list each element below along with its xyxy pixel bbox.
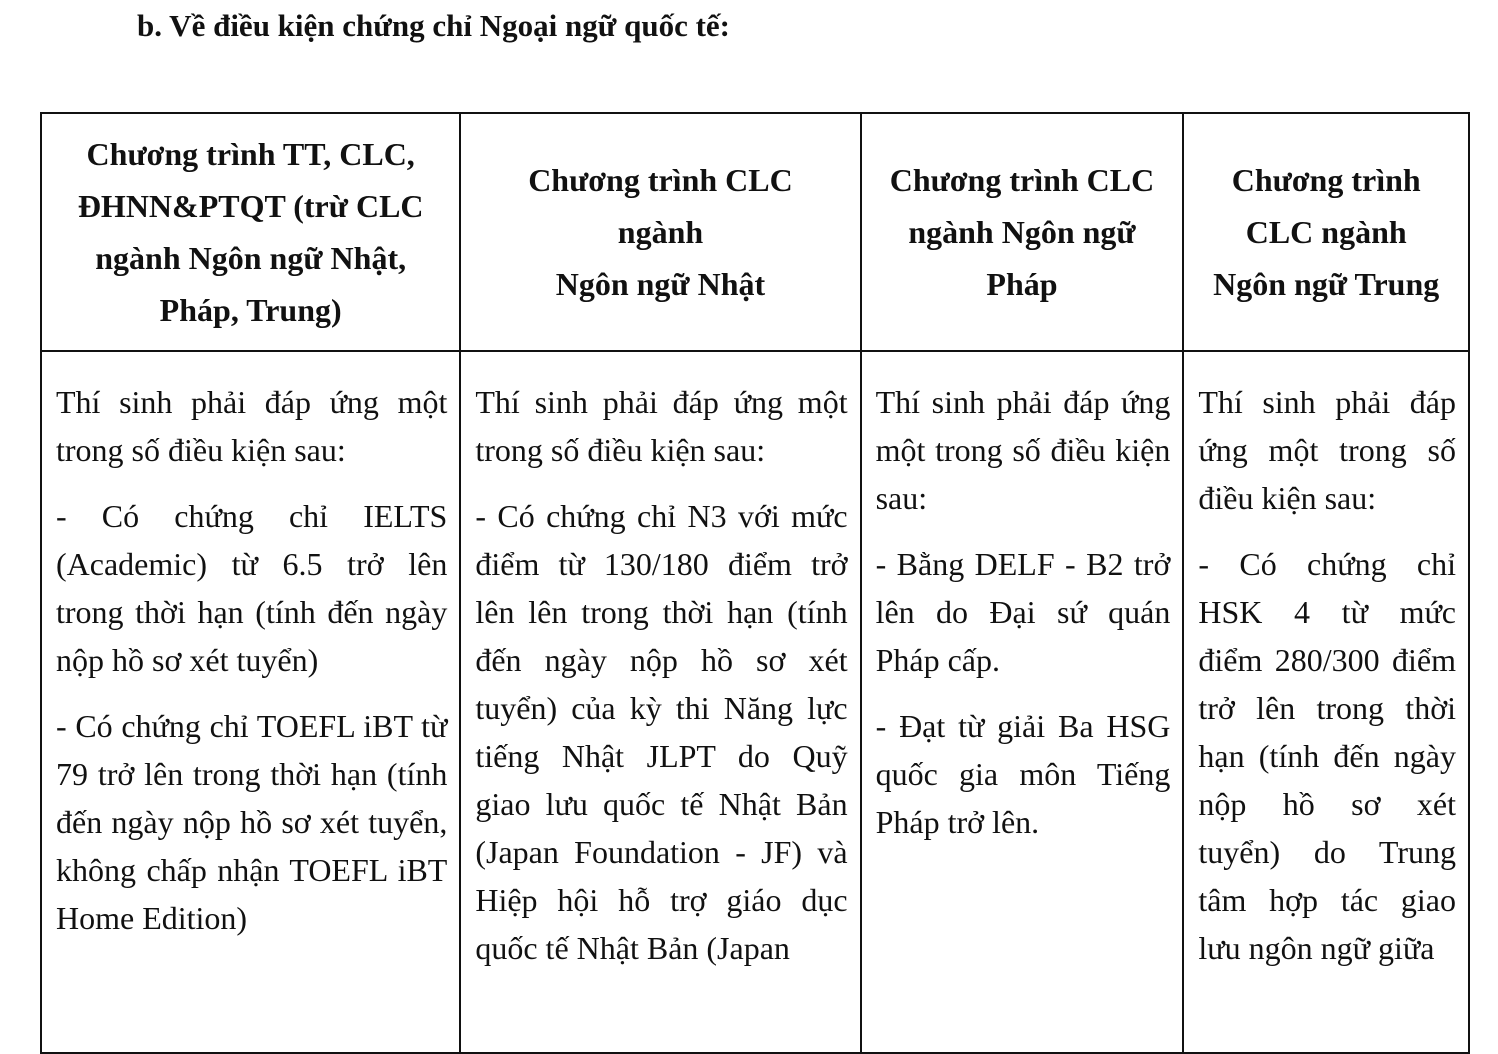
certificate-requirements-table [40,112,1470,1054]
requirement-paragraph: - Có chứng chỉ HSK 4 từ mức điểm 280/300 điểm trở lên trong thời hạn (tính đến ngày nộp hồ sơ xét tuyển) do Trung tâm hợp tác giao lưu ngôn ngữ giữa [1198,546,1456,966]
requirement-paragraph: - Bằng DELF - B2 trở lên do Đại sứ quán Pháp cấp. [875,546,1171,678]
requirement-paragraph: Thí sinh phải đáp ứng một trong số điều kiện sau: [875,384,1171,516]
requirements-cell-chinese [1183,351,1469,1053]
requirement-paragraph: - Có chứng chỉ IELTS (Academic) từ 6.5 trở lên trong thời hạn (tính đến ngày nộp hồ sơ xét tuyển) [56,498,448,678]
header-cell-program-general [41,113,460,351]
requirement-paragraph: - Có chứng chỉ TOEFL iBT từ 79 trở lên trong thời hạn (tính đến ngày nộp hồ sơ xét tuyển, không chấp nhận TOEFL iBT Home Edition) [56,708,448,936]
requirement-paragraph: Thí sinh phải đáp ứng một trong số điều kiện sau: [56,384,448,468]
section-heading: b. Về điều kiện chứng chỉ Ngoại ngữ quốc tế: [137,8,730,43]
header-cell-program-chinese [1183,113,1469,351]
requirement-paragraph: Thí sinh phải đáp ứng một trong số điều kiện sau: [1198,384,1456,516]
requirement-paragraph: - Đạt từ giải Ba HSG quốc gia môn Tiếng Pháp trở lên. [875,708,1171,840]
requirement-paragraph: - Có chứng chỉ N3 với mức điểm từ 130/180 điểm trở lên lên trong thời hạn (tính đến ngày nộp hồ sơ xét tuyển) của kỳ thi Năng lực tiếng Nhật JLPT do Quỹ giao lưu quốc tế Nhật Bản (Japan Foundation - JF) và Hiệp hội hỗ trợ giáo dục quốc tế Nhật Bản (Japan [475,498,848,966]
requirement-paragraph: Thí sinh phải đáp ứng một trong số điều kiện sau: [475,384,848,468]
table-header-row [41,113,1469,351]
header-label: Chương trình CLC ngành Ngôn ngữ Nhật [528,162,793,302]
requirements-cell-french [861,351,1184,1053]
requirements-cell-japanese [460,351,860,1053]
requirements-cell-general [41,351,460,1053]
table-body-row [41,351,1469,1053]
header-label: Chương trình CLC ngành Ngôn ngữ Pháp [889,162,1155,302]
header-cell-program-french [861,113,1184,351]
header-cell-program-japanese [460,113,860,351]
header-label: Chương trình TT, CLC, ĐHNN&PTQT (trừ CLC ngành Ngôn ngữ Nhật, Pháp, Trung) [77,136,424,328]
header-label: Chương trình CLC ngành Ngôn ngữ Trung [1213,162,1440,302]
